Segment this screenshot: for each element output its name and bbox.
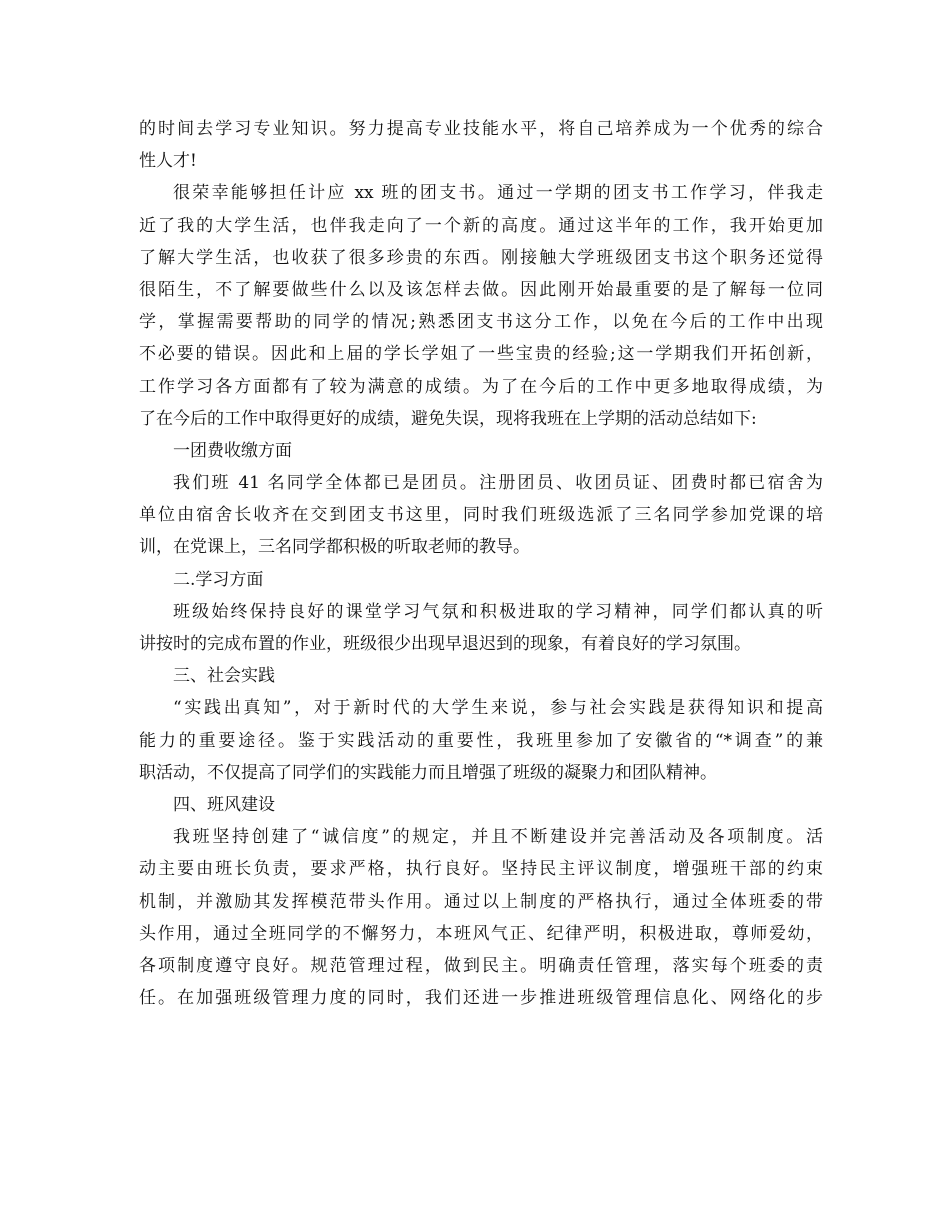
text-line: 训，在党课上，三名同学都积极的听取老师的教导。 xyxy=(139,537,530,558)
text-line: 的时间去学习专业知识。努力提高专业技能水平，将自己培养成为一个优秀的综合 xyxy=(139,119,823,139)
text-line: 近了我的大学生活，也伴我走向了一个新的高度。通过这半年的工作，我开始更加 xyxy=(139,215,823,236)
text-line: “实践出真知”，对于新时代的大学生来说，参与社会实践是获得知识和提高 xyxy=(173,698,823,719)
text-line: 很陌生，不了解要做些什么以及该怎样去做。因此刚开始最重要的是了解每一位同 xyxy=(139,279,823,300)
section-heading xyxy=(139,789,823,821)
section-heading xyxy=(139,660,823,692)
paragraph xyxy=(139,821,823,1014)
text-line: 机制，并激励其发挥模范带头作用。通过以上制度的严格执行，通过全体班委的带 xyxy=(139,891,823,912)
text-line: 讲按时的完成布置的作业，班级很少出现早退迟到的现象，有着良好的学习氛围。 xyxy=(139,634,751,654)
text-line: 各项制度遵守良好。规范管理过程，做到民主。明确责任管理，落实每个班委的责 xyxy=(139,955,823,976)
text-line: 能力的重要途径。鉴于实践活动的重要性，我班里参加了安徽省的“*调查”的兼 xyxy=(139,730,823,751)
text-line: 了解大学生活，也收获了很多珍贵的东西。刚接触大学班级团支书这个职务还觉得 xyxy=(139,247,823,268)
paragraph xyxy=(139,692,823,789)
paragraph xyxy=(139,467,823,564)
text-line: 职活动，不仅提高了同学们的实践能力而且增强了班级的凝聚力和团队精神。 xyxy=(139,762,717,783)
text-line: 很荣幸能够担任计应 xx 班的团支书。通过一学期的团支书工作学习，伴我走 xyxy=(173,183,823,204)
paragraph xyxy=(139,177,823,435)
text-line: 头作用，通过全班同学的不懈努力，本班风气正、纪律严明，积极进取，尊师爱幼， xyxy=(139,923,823,944)
text-line: 单位由宿舍长收齐在交到团支书这里，同时我们班级选派了三名同学参加党课的培 xyxy=(139,505,823,526)
text-line: 我班坚持创建了“诚信度”的规定，并且不断建设并完善活动及各项制度。活 xyxy=(173,827,823,848)
text-line: 工作学习各方面都有了较为满意的成绩。为了在今后的工作中更多地取得成绩，为 xyxy=(139,376,823,397)
text-line: 性人才! xyxy=(139,151,197,172)
text-line: 了在今后的工作中取得更好的成绩，避免失误，现将我班在上学期的活动总结如下: xyxy=(139,408,757,429)
heading-text: 四、班风建设 xyxy=(173,794,275,815)
text-line: 不必要的错误。因此和上届的学长学姐了一些宝贵的经验;这一学期我们开拓创新， xyxy=(139,344,823,365)
text-line: 学，掌握需要帮助的同学的情况;熟悉团支书这分工作，以免在今后的工作中出现 xyxy=(139,312,823,333)
heading-text: 三、社会实践 xyxy=(173,666,275,687)
text-line: 动主要由班长负责，要求严格，执行良好。坚持民主评议制度，增强班干部的约束 xyxy=(139,859,823,880)
document-body xyxy=(139,113,823,1014)
section-heading xyxy=(139,435,823,467)
heading-text: 一团费收缴方面 xyxy=(173,440,292,461)
text-line: 我们班 41 名同学全体都已是团员。注册团员、收团员证、团费时都已宿舍为 xyxy=(173,473,823,494)
heading-text: 二.学习方面 xyxy=(173,569,264,590)
paragraph xyxy=(139,596,823,660)
paragraph xyxy=(139,113,823,177)
text-line: 班级始终保持良好的课堂学习气氛和积极进取的学习精神，同学们都认真的听 xyxy=(173,601,823,622)
section-heading xyxy=(139,564,823,596)
text-line: 任。在加强班级管理力度的同时，我们还进一步推进班级管理信息化、网络化的步 xyxy=(139,988,823,1009)
